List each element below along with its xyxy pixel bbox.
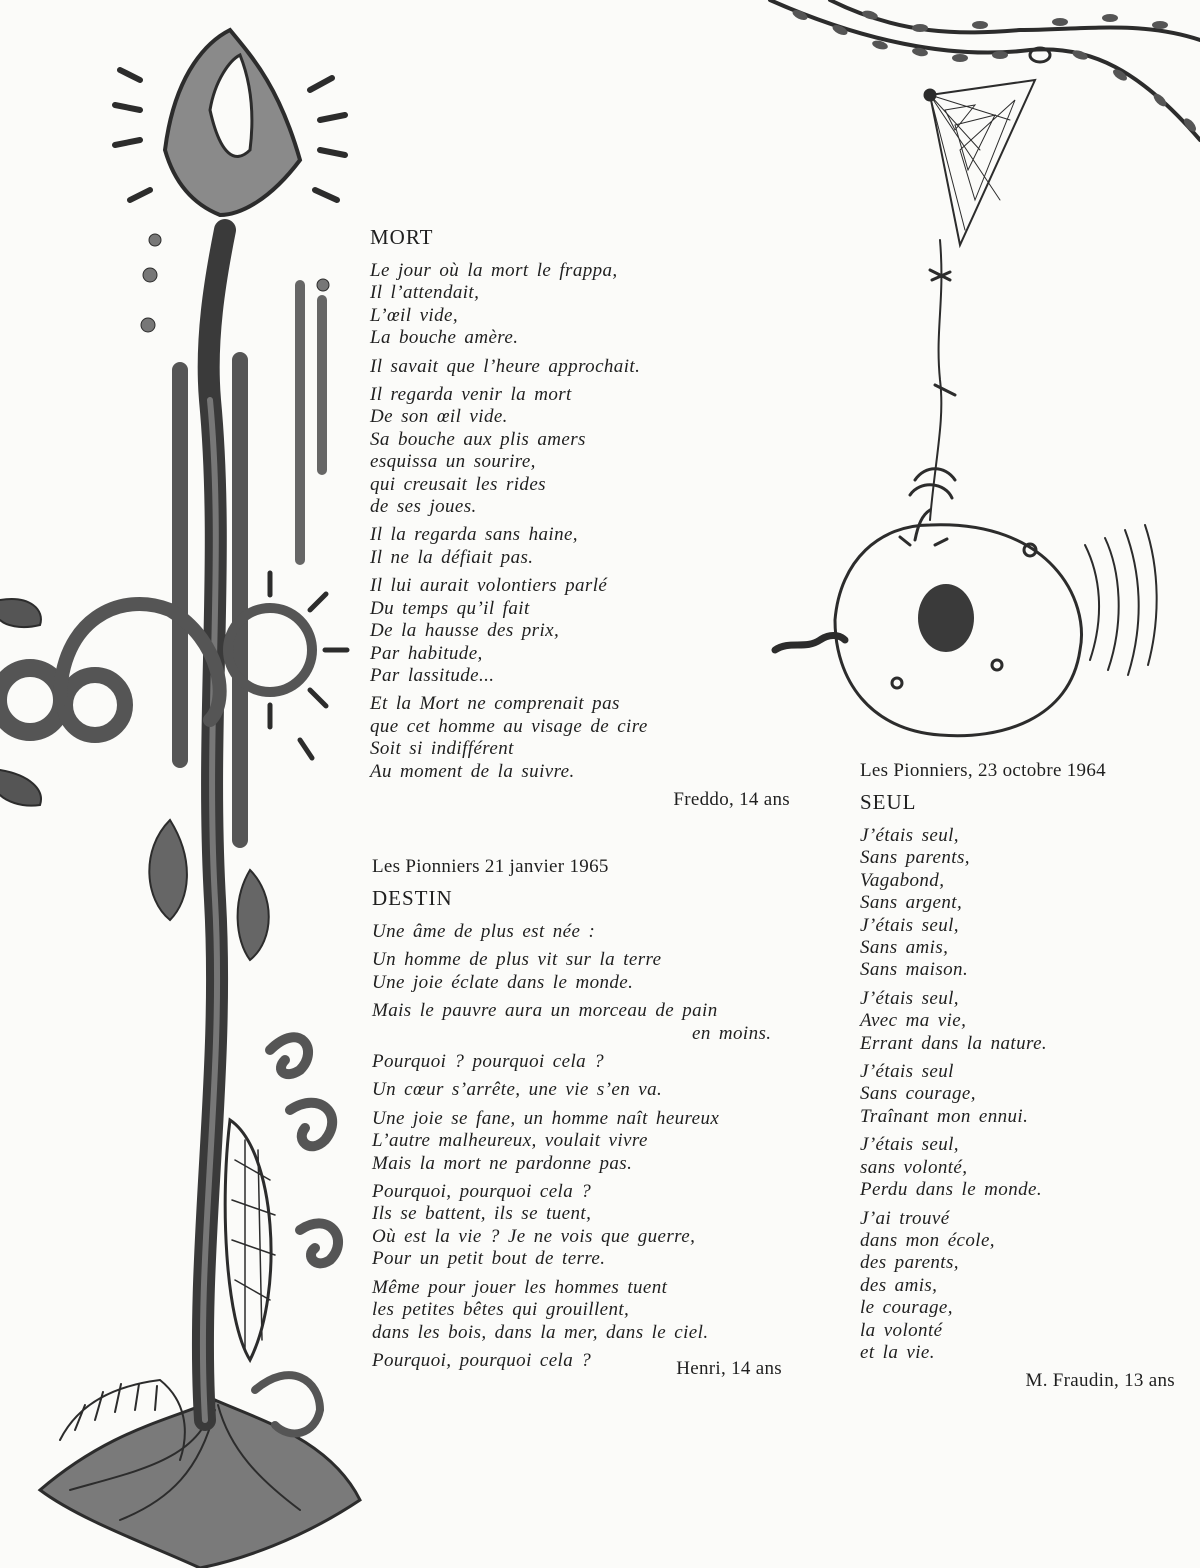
stanza [372, 1108, 782, 1175]
verse-line: Même pour jouer les hommes tuent [372, 1276, 668, 1298]
verse-line: Où est la vie ? Je ne vois que guerre, [372, 1225, 696, 1247]
verse-line: Sans parents, [860, 847, 970, 869]
verse-line: qui creusait les rides [370, 473, 546, 495]
verse-line: Une âme de plus est née : [372, 921, 596, 942]
verse-line: J’ai trouvé [860, 1207, 950, 1229]
verse-line: Une joie se fane, un homme naît heureux [372, 1107, 720, 1129]
stanza [860, 988, 1175, 1055]
verse-line: J’étais seul, [860, 987, 959, 1009]
verse-line: Du temps qu’il fait [370, 597, 530, 619]
poem-seul [860, 760, 1175, 1392]
stanza [860, 1208, 1175, 1365]
verse-line: esquissa un sourire, [370, 451, 536, 473]
verse-line: des parents, [860, 1252, 959, 1274]
verse-line: Un homme de plus vit sur la terre [372, 949, 662, 971]
stanza [372, 1277, 782, 1344]
verse-line: Et la Mort ne comprenait pas [370, 693, 620, 715]
verse-line: Il la regarda sans haine, [370, 524, 578, 546]
verse-line: de ses joues. [370, 496, 477, 518]
spider-web-icon [770, 0, 1200, 520]
verse-line: dans les bois, dans la mer, dans le ciel. [372, 1321, 709, 1343]
stanza [372, 1079, 782, 1101]
poem-title: DESTIN [372, 886, 453, 910]
verse-line: Sans amis, [860, 937, 949, 959]
verse-line: Vagabond, [860, 869, 945, 891]
verse-line: Au moment de la suivre. [370, 760, 575, 782]
verse-line: Par lassitude... [370, 664, 495, 686]
apple-with-worm-icon [775, 510, 1157, 736]
poem-destin [372, 856, 782, 1380]
verse-line: Il lui aurait volontiers parlé [370, 575, 608, 597]
verse-line: Sa bouche aux plis amers [370, 428, 586, 450]
verse-line: Un cœur s’arrête, une vie s’en va. [372, 1079, 663, 1101]
stanza [372, 921, 782, 943]
poem-signature: M. Fraudin, 13 ans [1025, 1370, 1175, 1392]
verse-line: en moins. [692, 1022, 772, 1044]
poem-dateline: Les Pionniers, 23 octobre 1964 [860, 760, 1106, 781]
verse-line: La bouche amère. [370, 327, 519, 349]
stanza [372, 1000, 782, 1045]
verse-line: J’étais seul [860, 1061, 954, 1083]
verse-line: L’œil vide, [370, 304, 458, 326]
verse-line: Pourquoi, pourquoi cela ? [372, 1349, 592, 1371]
verse-line: Une joie éclate dans le monde. [372, 971, 634, 993]
verse-line: De la hausse des prix, [370, 620, 560, 642]
stanza [860, 1061, 1175, 1128]
stanza [372, 1051, 782, 1073]
verse-line: Le jour où la mort le frappa, [370, 260, 618, 281]
verse-line: Mais le pauvre aura un morceau de pain [372, 1000, 718, 1022]
verse-line: Mais la mort ne pardonne pas. [372, 1152, 633, 1174]
verse-line: que cet homme au visage de cire [370, 715, 648, 737]
verse-line: des amis, [860, 1274, 938, 1296]
verse-line: Il savait que l’heure approchait. [370, 355, 641, 377]
poem-dateline: Les Pionniers 21 janvier 1965 [372, 856, 609, 877]
verse-line: Traînant mon ennui. [860, 1105, 1029, 1127]
poem-mort [370, 225, 790, 811]
verse-line: sans volonté, [860, 1156, 968, 1178]
verse-line: le courage, [860, 1297, 953, 1319]
verse-line: Sans argent, [860, 892, 963, 914]
stanza [370, 356, 790, 378]
verse-line: Avec ma vie, [860, 1010, 967, 1032]
verse-line: J’étais seul, [860, 914, 959, 936]
stanza [370, 384, 790, 518]
verse-line: Soit si indifférent [370, 738, 514, 760]
stanza [860, 1134, 1175, 1201]
poem-title: MORT [370, 225, 434, 249]
verse-line: Par habitude, [370, 642, 483, 664]
verse-line: L’autre malheureux, voulait vivre [372, 1130, 648, 1152]
stanza [860, 825, 1175, 982]
poem-signature: Henri, 14 ans [676, 1358, 782, 1380]
verse-line: Ils se battent, ils se tuent, [372, 1203, 592, 1225]
poem-signature: Freddo, 14 ans [673, 788, 790, 810]
stanza [370, 524, 790, 569]
verse-line: J’étais seul, [860, 825, 959, 846]
verse-line: Pourquoi ? pourquoi cela ? [372, 1051, 605, 1073]
verse-line: Il regarda venir la mort [370, 384, 572, 406]
stanza [370, 260, 790, 350]
verse-line: Il ne la défiait pas. [370, 546, 534, 568]
verse-line: Perdu dans le monde. [860, 1179, 1042, 1201]
verse-line: Il l’attendait, [370, 282, 480, 304]
verse-line: Sans courage, [860, 1083, 976, 1105]
verse-line: De son œil vide. [370, 406, 508, 428]
stanza [370, 575, 790, 687]
verse-line: Sans maison. [860, 959, 969, 981]
verse-line: J’étais seul, [860, 1134, 959, 1156]
verse-line: et la vie. [860, 1341, 935, 1363]
verse-line: les petites bêtes qui grouillent, [372, 1299, 630, 1321]
verse-line: dans mon école, [860, 1229, 995, 1251]
stanza [372, 949, 782, 994]
verse-line: Pourquoi, pourquoi cela ? [372, 1181, 592, 1203]
verse-line: Errant dans la nature. [860, 1032, 1048, 1054]
stanza [372, 1181, 782, 1271]
stylized-plant-icon [0, 30, 360, 1568]
poem-title: SEUL [860, 790, 917, 814]
verse-line: la volonté [860, 1319, 943, 1341]
stanza [370, 693, 790, 783]
verse-line: Pour un petit bout de terre. [372, 1248, 606, 1270]
